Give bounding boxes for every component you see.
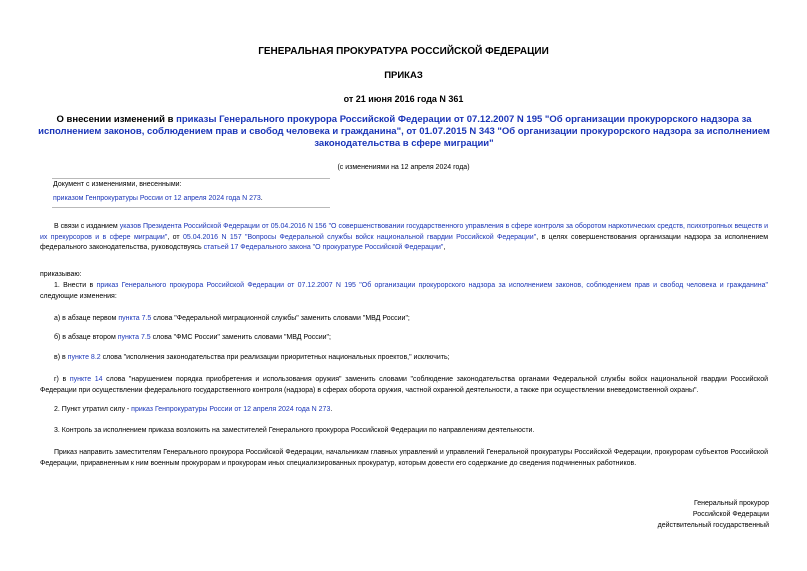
item-v xyxy=(40,353,768,364)
item-b-link[interactable]: пункта 7.5 xyxy=(117,334,151,341)
signature-block xyxy=(658,498,769,531)
item-a-text: слова "Федеральной миграционной службы" заменить словами "МВД России"; xyxy=(151,315,410,322)
preamble-text: , xyxy=(443,244,446,251)
item-a-link[interactable]: пункта 7.5 xyxy=(118,315,152,322)
signature-line-2: Российской Федерации xyxy=(692,511,769,518)
preamble-link-decree-157[interactable]: 05.04.2016 N 157 "Вопросы Федеральной службы войск национальной гвардии Российской Федерации" xyxy=(183,233,537,241)
item-1-text: следующие изменения: xyxy=(40,292,117,300)
date-number-heading: от 21 июня 2016 года N 361 xyxy=(343,94,464,104)
preamble-text: В связи с изданием xyxy=(54,223,120,230)
item-2-text: . xyxy=(330,406,333,413)
item-b-text: б) в абзаце втором xyxy=(54,334,118,341)
signature-line-1: Генеральный прокурор xyxy=(693,500,769,507)
item-1 xyxy=(40,281,768,302)
item-v-text: в) в xyxy=(54,354,68,361)
item-2 xyxy=(40,405,768,416)
changes-label: Документ с изменениями, внесенными: xyxy=(53,181,182,188)
revision-note: (с изменениями на 12 апреля 2024 года) xyxy=(337,164,470,171)
preamble-link-law-art17[interactable]: статьей 17 Федерального закона "О прокуратуре Российской Федерации" xyxy=(203,244,444,251)
item-v-text: слова "исполнения законодательства при реализации приоритетных национальных проектов," исключить; xyxy=(100,354,450,361)
changes-suffix: . xyxy=(260,195,263,202)
changes-link[interactable]: приказом Генпрокуратуры России от 12 апреля 2024 года N 273 xyxy=(53,195,261,202)
title-link-orders[interactable]: приказы Генерального прокурора Российской Федерации от 07.12.2007 N 195 "Об организации прокурорского надзора за исполнением законов, соблюдением прав и свобод человека и гражданина", от 01.07.2015 N 343 "Об организации прокурорского надзора за исполнением законодательства в сфере миграции" xyxy=(38,114,770,149)
title-prefix: О внесении изменений в xyxy=(56,114,177,125)
item-3: 3. Контроль за исполнением приказа возложить на заместителей Генерального прокурора Российской Федерации по направлениям деятельности. xyxy=(54,427,535,434)
item-g-link[interactable]: пункте 14 xyxy=(69,376,103,383)
item-v-link[interactable]: пункте 8.2 xyxy=(67,354,101,361)
item-g xyxy=(40,375,768,396)
order-word: приказываю: xyxy=(40,271,82,278)
item-1-link-order-195[interactable]: приказ Генерального прокурора Российской Федерации от 07.12.2007 N 195 "Об организации прокурорского надзора за исполнением законов, соблюдением прав и свобод человека и гражданина" xyxy=(96,282,769,289)
item-b xyxy=(40,333,768,344)
preamble-text: , от xyxy=(167,233,184,241)
item-g-text: слова "нарушением порядка приобретения и использования оружия" заменить словами "соблюдение законодательства органами Федеральной службы войск национальной гвардии Российской Федерации при осуществлении федерального государственного контроля (надзора) в сферах оборота оружия, частной охранной деятельности, а также при осуществлении вневедомственной охраны". xyxy=(40,376,768,394)
divider-bottom xyxy=(52,207,330,208)
preamble-link-decree-156[interactable]: указов Президента Российской Федерации от 05.04.2016 N 156 "О совершенствовании государственного управления в сфере контроля за оборотом наркотических средств, психотропных веществ и их прекурсоров и в сфере миграции" xyxy=(40,223,768,241)
preamble-paragraph xyxy=(40,222,768,254)
doc-type-heading: ПРИКАЗ xyxy=(384,70,423,81)
item-2-link[interactable]: приказ Генпрокуратуры России от 12 апреля 2024 года N 273 xyxy=(131,406,331,413)
item-2-text: 2. Пункт утратил силу - xyxy=(54,406,132,413)
document-title xyxy=(34,114,774,150)
item-a xyxy=(40,314,768,325)
divider-top xyxy=(52,178,330,179)
item-b-text: слова "ФМС России" заменить словами "МВД России"; xyxy=(150,334,331,341)
item-g-text: г) в xyxy=(54,376,70,383)
item-1-text: 1. Внести в xyxy=(54,282,97,289)
signature-line-3: действительный государственный xyxy=(657,522,769,529)
preamble-text: , в целях совершенствования организации надзора за исполнением федерального законодательства, руководствуясь xyxy=(40,233,769,251)
org-heading: ГЕНЕРАЛЬНАЯ ПРОКУРАТУРА РОССИЙСКОЙ ФЕДЕРАЦИИ xyxy=(258,46,549,57)
item-a-text: а) в абзаце первом xyxy=(54,315,119,322)
closing-paragraph: Приказ направить заместителям Генерального прокурора Российской Федерации, начальникам главных управлений и управлений Генеральной прокуратуры Российской Федерации, прокурорам субъектов Российской Федерации, приравненным к ним военным прокурорам и прокурорам иных специализированных прокуратур, которым довести его содержание до сведения подчиненных работников. xyxy=(40,449,768,467)
changes-box xyxy=(52,180,263,204)
